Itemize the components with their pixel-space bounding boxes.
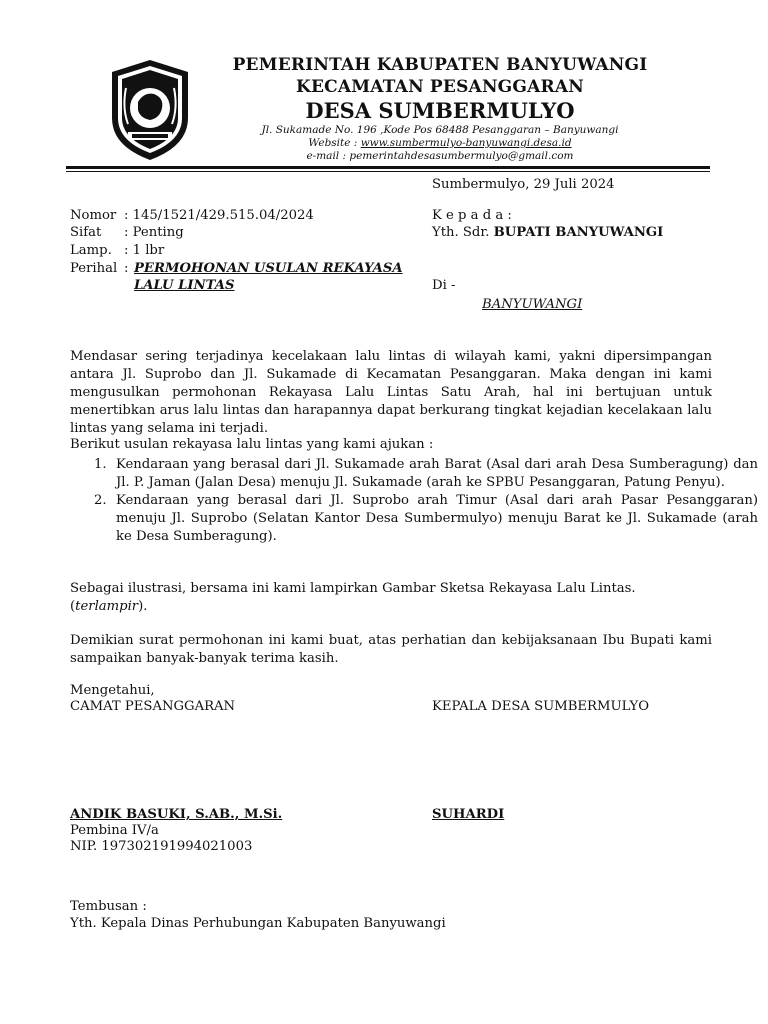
paragraph-3-attachment [70,598,712,616]
paren-open: ( [70,599,76,614]
tembusan-label: Tembusan : [70,899,147,914]
list-item-number: 2. [94,493,107,508]
perihal-label: Perihal [70,261,118,276]
nomor-label: Nomor [70,208,117,223]
left-signer-title: CAMAT PESANGGARAN [70,699,236,714]
recipient-place: BANYUWANGI [482,297,583,312]
left-signer-rank: Pembina IV/a [70,823,159,838]
paragraph-4 [70,632,712,668]
letterhead-line2: KECAMATAN PESANGGARAN [296,77,584,97]
perihal-colon: : [124,261,129,276]
sifat-value: : Penting [124,225,184,240]
paragraph-3-text: Sebagai ilustrasi, bersama ini kami lampirkan Gambar Sketsa Rekayasa Lalu Lintas. [70,581,636,596]
paragraph-1 [70,348,712,438]
website-label: Website : [308,137,361,149]
mengetahui-label: Mengetahui, [70,683,155,698]
right-signer-title: KEPALA DESA SUMBERMULYO [432,699,650,714]
lamp-value: : 1 lbr [124,243,165,258]
paragraph-2: Berikut usulan rekayasa lalu lintas yang kami ajukan : [70,437,434,452]
list-item-number: 1. [94,457,107,472]
letterhead-address: Jl. Sukamade No. 196 ,Kode Pos 68488 Pesanggaran – Banyuwangi [261,124,619,136]
email-link[interactable]: pemerintahdesasumbermulyo@gmail.com [349,150,574,162]
banyuwangi-regency-seal-icon [108,58,192,162]
perihal-line2: LALU LINTAS [134,278,235,293]
perihal-line1: PERMOHONAN USULAN REKAYASA [134,261,403,276]
letterhead-website-row [212,137,668,150]
tembusan-item: Yth. Kepala Dinas Perhubungan Kabupaten Banyuwangi [70,916,446,931]
paragraph-1-text: Mendasar sering terjadinya kecelakaan lalu lintas di wilayah kami, yakni dipersimpangan antara Jl. Suprobo dan Jl. Sukamade di Kecamatan Pesanggaran. Maka dengan ini kami mengusulkan permohonan Rekayasa Lalu Lintas Satu Arah, hal ini bertujuan untuk menertibkan arus lalu lintas dan harapannya dapat berkurang tingkat kejadian kecelakaan lalu lintas yang selama ini terjadi. [70,349,712,436]
website-link[interactable]: www.sumbermulyo-banyuwangi.desa.id [360,137,572,149]
letterhead [212,54,668,163]
left-signer-name: ANDIK BASUKI, S.AB., M.Si. [70,807,283,822]
list-item-text: Kendaraan yang berasal dari Jl. Sukamade arah Barat (Asal dari arah Desa Sumberagung) dan Jl. P. Jaman (Jalan Desa) menuju Jl. Sukamade (arah ke SPBU Pesanggaran, Patung Penyu). [116,457,758,490]
proposal-list [70,456,758,546]
kepada-label: K e p a d a : [432,208,512,223]
list-item [94,456,758,492]
recipient-name: BUPATI BANYUWANGI [493,225,664,240]
paragraph-3 [70,580,712,616]
letterhead-line3: DESA SUMBERMULYO [305,98,575,123]
sifat-label: Sifat [70,225,102,240]
letterhead-rule-thick [66,166,710,169]
yth-label: Yth. Sdr. [432,225,494,240]
email-label: e-mail : [306,150,350,162]
paren-close: ). [138,599,148,614]
letterhead-email-row [212,150,668,163]
list-item [94,492,758,546]
di-label: Di - [432,278,456,293]
letterhead-line1: PEMERINTAH KABUPATEN BANYUWANGI [232,55,648,75]
left-signer-nip: NIP. 197302191994021003 [70,839,253,854]
recipient-line [432,224,663,241]
attached-note: terlampir [75,599,139,614]
lamp-label: Lamp. [70,243,112,258]
letter-date: Sumbermulyo, 29 Juli 2024 [432,177,615,192]
list-item-text: Kendaraan yang berasal dari Jl. Suprobo arah Timur (Asal dari arah Pasar Pesanggaran) menuju Jl. Suprobo (Selatan Kantor Desa Sumbermulyo) menuju Barat ke Jl. Sukamade (arah ke Desa Sumberagung). [116,493,758,544]
right-signer-name: SUHARDI [432,807,505,822]
letterhead-rule-thin [66,171,710,172]
nomor-value: : 145/1521/429.515.04/2024 [124,208,314,223]
paragraph-4-text: Demikian surat permohonan ini kami buat, atas perhatian dan kebijaksanaan Ibu Bupati kami sampaikan banyak-banyak terima kasih. [70,633,712,666]
